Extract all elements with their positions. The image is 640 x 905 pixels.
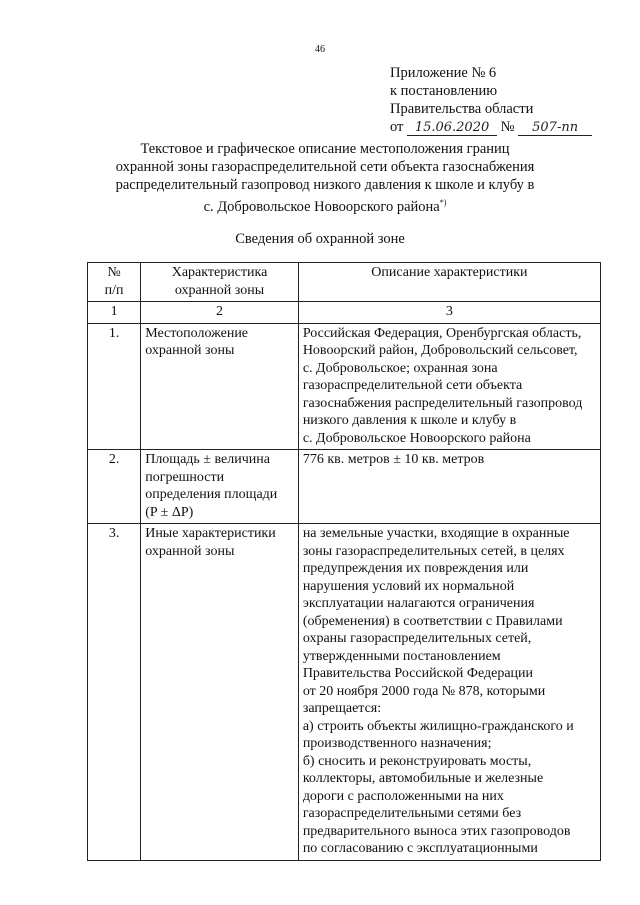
- column-number-row: [88, 302, 601, 324]
- row-1-characteristic: [141, 323, 299, 450]
- page-number: 46: [315, 44, 325, 55]
- row-1-desc-line: Новоорский район, Добровольский сельсовет,: [302, 343, 578, 358]
- table-row: [88, 524, 601, 861]
- title-line-4-text: с. Добровольское Новоорского района: [203, 198, 440, 215]
- appendix-line-3: Правительства области: [390, 101, 534, 117]
- table-row: [88, 323, 601, 450]
- row-3-desc-line: охраны газораспределительных сетей,: [302, 631, 532, 646]
- header-characteristic: [141, 263, 299, 302]
- row-1-description: [298, 323, 600, 450]
- row-3-desc-line: нарушения условий их нормальной: [302, 578, 515, 594]
- from-word: от: [390, 119, 404, 135]
- row-3-desc-line: запрещается:: [302, 701, 382, 716]
- row-3-desc-line: производственного назначения;: [302, 736, 492, 751]
- title-line-2: охранной зоны газораспределительной сети объекта газоснабжения: [115, 159, 535, 175]
- row-3-desc-line: зоны газораспределительных сетей, в целях: [302, 543, 565, 559]
- row-3-desc-line: (обременения) в соответствии с Правилами: [302, 613, 563, 629]
- header-num-line-1: №: [107, 265, 121, 280]
- row-3-char-line: охранной зоны: [145, 543, 235, 559]
- section-subtitle: Сведения об охранной зоне: [235, 231, 405, 247]
- row-1-desc-line: с. Добровольское; охранная зона: [302, 360, 498, 376]
- row-3-desc-line: по согласованию с эксплуатационными: [302, 841, 538, 856]
- row-1-num: 1.: [88, 323, 141, 450]
- row-3-description: [298, 524, 600, 861]
- row-3-char-line: Иные характеристики: [145, 526, 276, 541]
- row-3-desc-line: эксплуатации налагаются ограничения: [302, 596, 535, 611]
- row-2-char-line: определения площади: [145, 487, 278, 502]
- row-3-desc-line: предварительного выноса этих газопроводов: [302, 823, 571, 839]
- row-3-desc-line: от 20 ноября 2000 года № 878, которыми: [302, 683, 546, 699]
- row-3-desc-line: предупреждения их повреждения или: [302, 561, 529, 576]
- row-3-desc-line: б) сносить и реконструировать мосты,: [302, 753, 532, 769]
- row-2-char-line: Площадь ± величина: [145, 452, 270, 467]
- row-2-description: [298, 450, 600, 524]
- appendix-line-1: Приложение № 6: [390, 65, 497, 81]
- row-1-desc-line: Российская Федерация, Оренбургская область,: [302, 325, 582, 341]
- row-3-num: 3.: [88, 524, 141, 861]
- header-char-line-1: Характеристика: [171, 265, 268, 280]
- row-1-desc-line: газоснабжения распределительный газопровод: [302, 395, 583, 411]
- row-3-desc-line: а) строить объекты жилищно-гражданского и: [302, 718, 574, 734]
- header-char-line-2: охранной зоны: [174, 282, 265, 298]
- handwritten-number: 507-пп: [518, 121, 592, 136]
- row-3-desc-line: газораспределительными сетями без: [302, 806, 522, 821]
- row-3-desc-line: утвержденными постановлением: [302, 648, 501, 664]
- table-header-row: [88, 263, 601, 302]
- col-number-1: 1: [88, 302, 141, 324]
- appendix-line-4: [390, 118, 592, 136]
- title-line-4: [95, 194, 555, 216]
- col-number-2: 2: [141, 302, 299, 324]
- row-1-desc-line: низкого давления к школе и клубу в: [302, 413, 517, 428]
- row-3-characteristic: [141, 524, 299, 861]
- appendix-header: [390, 64, 592, 136]
- row-2-char-line: (P ± ΔP): [145, 504, 194, 520]
- row-2-char-line: погрешности: [145, 469, 225, 485]
- row-2-desc-line: 776 кв. метров ± 10 кв. метров: [302, 452, 485, 467]
- row-1-desc-line: с. Добровольское Новоорского района: [302, 430, 531, 446]
- number-sign: №: [500, 119, 515, 135]
- zone-info-table: [87, 262, 601, 861]
- row-1-char-line: Местоположение: [145, 325, 249, 341]
- row-2-characteristic: [141, 450, 299, 524]
- row-1-char-line: охранной зоны: [145, 343, 235, 358]
- appendix-line-2: к постановлению: [390, 83, 498, 99]
- document-title: [95, 140, 555, 216]
- row-1-desc-line: газораспределительной сети объекта: [302, 378, 523, 393]
- header-num: [88, 263, 141, 302]
- table-row: [88, 450, 601, 524]
- header-description: Описание характеристики: [298, 263, 600, 302]
- row-3-desc-line: на земельные участки, входящие в охранные: [302, 526, 570, 541]
- row-3-desc-line: Правительства Российской Федерации: [302, 666, 534, 681]
- row-3-desc-line: дороги с расположенными на них: [302, 788, 504, 804]
- title-line-3: распределительный газопровод низкого давления к школе и клубу в: [115, 177, 535, 193]
- row-3-desc-line: коллекторы, автомобильные и железные: [302, 771, 544, 786]
- footnote-mark: *): [439, 198, 447, 207]
- row-2-num: 2.: [88, 450, 141, 524]
- handwritten-date: 15.06.2020: [407, 121, 497, 136]
- col-number-3: 3: [298, 302, 600, 324]
- title-line-1: Текстовое и графическое описание местоположения границ: [140, 141, 510, 157]
- header-num-line-2: п/п: [104, 282, 124, 298]
